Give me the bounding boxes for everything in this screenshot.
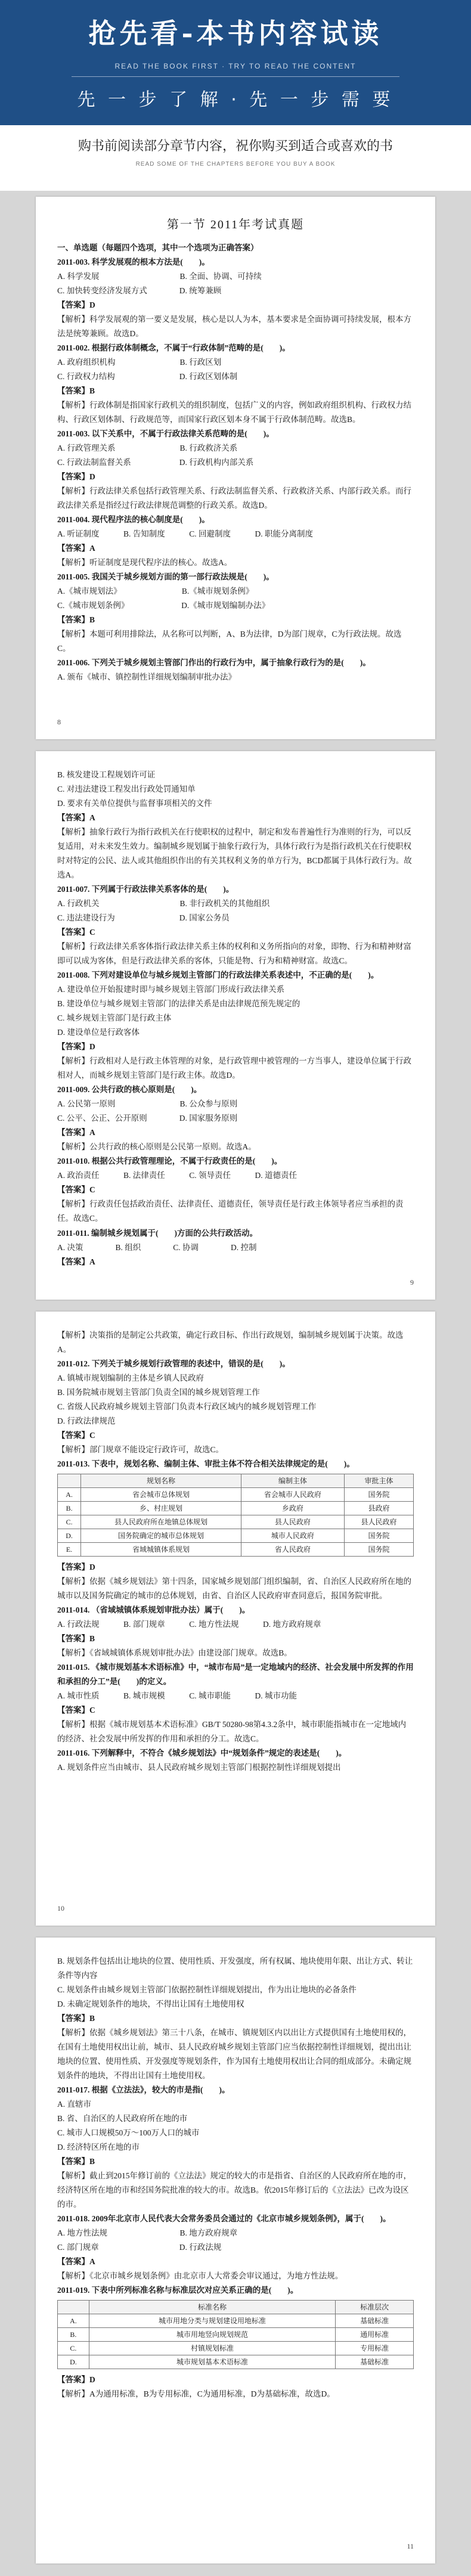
question-line: 2011-013. 下表中，规划名称、编制主体、审批主体不符合相关法律规定的是( )。 xyxy=(57,1459,355,1469)
explanation-line: 【解析】决策指的是制定公共政策，确定行政目标、作出行政规划，编制城乡规划属于决策。故选A。 xyxy=(57,1331,404,1354)
option-line: C. 城市人口规模50万～100万人口的城市 xyxy=(57,2128,200,2138)
page-title: 抢先看-本书内容试读 xyxy=(88,17,383,49)
table-header-cell: 标准名称 xyxy=(89,2301,335,2314)
answer-line: 【答案】B xyxy=(57,386,95,395)
table-cell: B. xyxy=(58,1502,81,1515)
option-line: A. 行政法规 B. 部门规章 C. 地方性法规 D. 地方政府规章 xyxy=(57,1620,321,1629)
table-cell: 国务院 xyxy=(344,1543,413,1557)
explanation-line: 【解析】依据《城乡规划法》第三十八条，在城市、镇规划区内以出让方式提供国有土地使用权的，在国有土地使用权出让前，城市、县人民政府城乡规划主管部门应当依据控制性详细规划，提出出让地块的位置、使用性质、开发强度等规划条件，作为国有土地使用权出让合同的组成部分。未确定规划条件的地块，不得出让国有土地使用权。 xyxy=(57,2028,411,2081)
question-line: 2011-018. 2009年北京市人民代表大会常务委员会通过的《北京市城乡规划条例》，属于( )。 xyxy=(57,2214,391,2224)
table-cell: 县人民政府 xyxy=(344,1515,413,1529)
option-line: A. 政府组织机构 B. 行政区划 xyxy=(57,357,222,367)
page-number: 8 xyxy=(57,717,61,726)
option-line: B. 建设单位与城乡规划主管部门的法律关系是由法律规范预先规定的 xyxy=(57,999,300,1009)
option-line: A. 公民第一原则 B. 公众参与原则 xyxy=(57,1099,238,1109)
table-cell: 村镇规划标准 xyxy=(89,2342,335,2355)
table-cell: 国务院 xyxy=(344,1488,413,1502)
table-row xyxy=(58,1515,414,1529)
question-line: 2011-003. 以下关系中，不属于行政法律关系范畴的是( )。 xyxy=(57,429,274,438)
question-line: 2011-010. 根据公共行政管理理论，不属于行政责任的是( )。 xyxy=(57,1157,283,1166)
book-page-4 xyxy=(36,1938,435,2563)
book-page-3 xyxy=(36,1312,435,1926)
option-line: A. 颁布《城市、镇控制性详细规划编制审批办法》 xyxy=(57,672,236,682)
answer-line: 【答案】D xyxy=(57,2375,95,2385)
option-line: A. 政治责任 B. 法律责任 C. 领导责任 D. 道德责任 xyxy=(57,1171,298,1180)
option-line: A. 地方性法规 B. 地方政府规章 xyxy=(57,2228,238,2238)
explanation-line: 【解析】截止到2015年修订前的《立法法》规定的较大的市是指省、自治区的人民政府所在地的市，经济特区所在地的市和经国务院批准的较大的市。故选B。依2015年修订后的《立法法》已改为设区的市。 xyxy=(57,2171,411,2209)
table-cell: C. xyxy=(58,2342,89,2355)
option-line: D. 要求有关单位提供与监督事项相关的文件 xyxy=(57,799,212,808)
option-line: A. 科学发展 B. 全面、协调、可持续 xyxy=(57,271,262,281)
table-row xyxy=(58,2355,414,2369)
answer-line: 【答案】C xyxy=(57,928,95,937)
answer-line: 【答案】C xyxy=(57,1431,95,1440)
answer-line: 【答案】D xyxy=(57,472,95,481)
header-banner xyxy=(0,0,471,125)
answer-line: 【答案】A xyxy=(57,2257,95,2267)
explanation-line: 【解析】依据《城乡规划法》第十四条，国家城乡规划部门组织编制，省、自治区人民政府所在地的城市以及国务院确定的城市的总体规划，由省、自治区人民政府审查同意后，报国务院审批。 xyxy=(57,1577,411,1601)
table-cell: 城市人民政府 xyxy=(241,1529,344,1543)
question-line: 2011-016. 下列解释中，不符合《城乡规划法》中“规划条件”规定的表述是( )。 xyxy=(57,1749,347,1758)
page-number: 10 xyxy=(57,1904,64,1912)
option-line: D. 建设单位是行政客体 xyxy=(57,1028,140,1037)
table-cell: 基础标准 xyxy=(336,2355,414,2369)
table-header-cell: 编制主体 xyxy=(241,1474,344,1488)
answer-line: 【答案】A xyxy=(57,1128,95,1137)
rules-table xyxy=(57,2300,414,2369)
question-line: 2011-006. 下列关于城乡规划主管部门作出的行政行为中，属于抽象行政行为的是( )。 xyxy=(57,658,371,668)
explanation-line: 【解析】根据《城市规划基本术语标准》GB/T 50280-98第4.3.2条中，城市职能指城市在一定地域内的经济、社会发展中所发挥的作用和承担的分工。故选C。 xyxy=(57,1720,407,1744)
option-line: C. 行政权力结构 D. 行政区划体制 xyxy=(57,371,238,381)
table-cell: 通用标准 xyxy=(336,2328,414,2342)
option-line: B. 规划条件包括出让地块的位置、使用性质、开发强度，所有权属、地块使用年限、出让方式、转让条件等内容 xyxy=(57,1957,413,1980)
answer-line: 【答案】B xyxy=(57,615,95,624)
header-slogan: 先 一 步 了 解 · 先 一 步 需 要 xyxy=(77,89,394,110)
answer-line: 【答案】A xyxy=(57,543,95,553)
book-page-1 xyxy=(36,197,435,739)
table-cell: 省域城镇体系规划 xyxy=(81,1543,241,1557)
intro-text: 购书前阅读部分章节内容，祝你购买到适合或喜欢的书 xyxy=(78,139,393,154)
table-cell: 乡、村庄规划 xyxy=(81,1502,241,1515)
table-row xyxy=(58,2342,414,2355)
option-line: A. 听证制度 B. 告知制度 C. 回避制度 D. 职能分离制度 xyxy=(57,529,314,538)
table-cell: 基础标准 xyxy=(336,2314,414,2328)
explanation-line: 【解析】抽象行政行为指行政机关在行使职权的过程中，制定和发布普遍性行为准则的行为，可以反复适用，对未来发生效力。编制城乡规划属于抽象行政行为，具体行政行为是指行政机关在行使职权时对特定的公民、法人或其他组织作出的有关其权利义务的单方行为，BCD都属于具体行政行为。故选A。 xyxy=(57,827,412,880)
question-line: 2011-003. 科学发展观的根本方法是( )。 xyxy=(57,257,210,266)
table-cell: 国务院 xyxy=(344,1529,413,1543)
table-cell: 城市规划基本术语标准 xyxy=(89,2355,335,2369)
option-line: A. 行政机关 B. 非行政机关的其他组织 xyxy=(57,899,270,909)
explanation-line: 【解析】听证制度是现代程序法的核心。故选A。 xyxy=(57,557,233,567)
answer-line: 【答案】B xyxy=(57,2157,95,2166)
explanation-line: 【解析】行政法律关系包括行政管理关系、行政法制监督关系、行政救济关系、内部行政关系。而行政法律关系是指经过行政法律规范调整的行政关系。故选D。 xyxy=(57,486,411,510)
table-cell: 省会城市人民政府 xyxy=(241,1488,344,1502)
answer-line: 【答案】D xyxy=(57,1563,95,1572)
explanation-line: 【解析】行政法律关系客体指行政法律关系主体的权利和义务所指向的对象，即物、行为和精神财富即可以成为客体，但是行政法律关系的客体，只能是物、行为和精神财富。故选C。 xyxy=(57,942,411,966)
question-line: 2011-012. 下列关于城乡规划行政管理的表述中，错误的是( )。 xyxy=(57,1359,290,1369)
option-line: A. 直辖市 xyxy=(57,2100,91,2109)
table-header-cell xyxy=(58,1474,81,1488)
table-row xyxy=(58,2314,414,2328)
table-row xyxy=(58,1529,414,1543)
question-line: 2011-009. 公共行政的核心原则是( )。 xyxy=(57,1085,202,1095)
option-line: C. 公平、公正、公开原则 D. 国家服务原则 xyxy=(57,1114,238,1123)
explanation-line: 【解析】A为通用标准，B为专用标准，C为通用标准，D为基础标准，故选D。 xyxy=(57,2389,335,2399)
option-line: C.《城市规划条例》 D.《城市规划编制办法》 xyxy=(57,600,270,610)
book-page-2 xyxy=(36,751,435,1300)
table-cell: 专用标准 xyxy=(336,2342,414,2355)
option-line: D. 未确定规划条件的地块，不得出让国有土地使用权 xyxy=(57,2000,244,2009)
question-line: 一、单选题（每题四个选项，其中一个选项为正确答案） xyxy=(57,243,259,252)
table-cell: A. xyxy=(58,1488,81,1502)
question-line: 2011-004. 现代程序法的核心制度是( )。 xyxy=(57,514,210,524)
explanation-line: 【解析】科学发展观的第一要义是发展，核心是以人为本，基本要求是全面协调可持续发展，根本方法是统筹兼顾。故选D。 xyxy=(57,314,411,338)
table-cell: A. xyxy=(58,2314,89,2328)
option-line: D. 经济特区所在地的市 xyxy=(57,2143,140,2152)
answer-line: 【答案】B xyxy=(57,1634,95,1644)
option-line: C. 规划条件由城乡规划主管部门依据控制性详细规划提出，作为出让地块的必备条件 xyxy=(57,1985,357,1995)
table-header-cell: 审批主体 xyxy=(344,1474,413,1488)
option-line: C. 对违法建设工程发出行政处罚通知单 xyxy=(57,785,196,794)
page-number: 9 xyxy=(410,1278,414,1287)
table-cell: B. xyxy=(58,2328,89,2342)
table-header-cell xyxy=(58,2301,89,2314)
table-header-cell: 标准层次 xyxy=(336,2301,414,2314)
answer-line: 【答案】B xyxy=(57,2014,95,2023)
section-title: 第一节 2011年考试真题 xyxy=(166,218,305,231)
explanation-line: 【解析】本题可利用排除法，从名称可以判断，A、B为法律，D为部门规章，C为行政法规。故选C。 xyxy=(57,630,402,653)
table-cell: D. xyxy=(58,1529,81,1543)
table-cell: 省会城市总体规划 xyxy=(81,1488,241,1502)
option-line: B. 省、自治区的人民政府所在地的市 xyxy=(57,2114,188,2124)
explanation-line: 【解析】行政责任包括政治责任、法律责任、道德责任，领导责任是行政主体领导者应当承担的责任。故选C。 xyxy=(57,1199,404,1223)
table-cell: 城市用地竖向规划规范 xyxy=(89,2328,335,2342)
explanation-line: 【解析】行政相对人是行政主体管理的对象，是行政管理中被管理的一方当事人，建设单位属于行政相对人，而城乡规划主管部门是行政主体。故选D。 xyxy=(57,1056,411,1080)
table-cell: 城市用地分类与规划建设用地标准 xyxy=(89,2314,335,2328)
answer-line: 【答案】C xyxy=(57,1185,95,1195)
question-line: 2011-005. 我国关于城乡规划方面的第一部行政法规是( )。 xyxy=(57,572,274,581)
explanation-line: 【解析】《北京市城乡规划条例》由北京市人大常委会审议通过，为地方性法规。 xyxy=(57,2271,343,2281)
question-line: 2011-007. 下列属于行政法律关系客体的是( )。 xyxy=(57,885,234,894)
table-cell: 县人民政府 xyxy=(241,1515,344,1529)
table-cell: 国务院确定的城市总体规划 xyxy=(81,1529,241,1543)
option-line: A. 城市性质 B. 城市规模 C. 城市职能 D. 城市功能 xyxy=(57,1691,298,1701)
option-line: A. 规划条件应当由城市、县人民政府城乡规划主管部门根据控制性详细规划提出 xyxy=(57,1763,341,1772)
option-line: B. 国务院城市规划主管部门负责全国的城乡规划管理工作 xyxy=(57,1388,260,1397)
table-row xyxy=(58,1502,414,1515)
intro-english-text: READ SOME OF THE CHAPTERS BEFORE YOU BUY A BOOK xyxy=(135,161,336,168)
page-number: 11 xyxy=(407,2541,414,2550)
option-line: C. 部门规章 D. 行政法规 xyxy=(57,2243,222,2252)
answer-line: 【答案】A xyxy=(57,813,95,823)
question-line: 2011-014. （省域城镇体系规划审批办法）属于( )。 xyxy=(57,1605,250,1615)
header-divider xyxy=(72,76,399,77)
option-line: C. 城乡规划主管部门是行政主体 xyxy=(57,1013,172,1023)
option-line: B. 核发建设工程规划许可证 xyxy=(57,770,156,779)
option-line: C. 违法建设行为 D. 国家公务员 xyxy=(57,913,230,923)
question-line: 2011-008. 下列对建设单位与城乡规划主管部门的行政法律关系表述中，不正确的是( )。 xyxy=(57,971,379,980)
answer-line: 【答案】D xyxy=(57,1042,95,1052)
option-line: A. 决策 B. 组织 C. 协调 D. 控制 xyxy=(57,1242,257,1252)
option-line: A. 建设单位开始报建时即与城乡规划主管部门形成行政法律关系 xyxy=(57,985,284,994)
intro-section xyxy=(0,125,471,191)
question-line: 2011-019. 下表中所列标准名称与标准层次对应关系正确的是( )。 xyxy=(57,2286,299,2295)
option-line: C. 行政法制监督关系 D. 行政机构内部关系 xyxy=(57,457,254,467)
table-cell: D. xyxy=(58,2355,89,2369)
answer-line: 【答案】A xyxy=(57,1257,95,1266)
rules-table xyxy=(57,1474,414,1557)
option-line: A. 镇城市规划编制的主体是乡镇人民政府 xyxy=(57,1374,204,1383)
option-line: C. 加快转变经济发展方式 D. 统筹兼顾 xyxy=(57,286,222,295)
explanation-line: 【解析】部门规章不能设定行政许可，故选C。 xyxy=(57,1445,224,1455)
question-line: 2011-002. 根据行政体制概念，不属于“行政体制”范畴的是( )。 xyxy=(57,343,290,352)
option-line: A. 行政管理关系 B. 行政救济关系 xyxy=(57,443,238,452)
option-line: A.《城市规划法》 B.《城市规划条例》 xyxy=(57,586,254,596)
table-cell: 乡政府 xyxy=(241,1502,344,1515)
table-cell: 县政府 xyxy=(344,1502,413,1515)
question-line: 2011-011. 编制城乡规划属于( )方面的公共行政活动。 xyxy=(57,1228,258,1238)
table-cell: C. xyxy=(58,1515,81,1529)
option-line: C. 省级人民政府城乡规划主管部门负责本行政区域内的城乡规划管理工作 xyxy=(57,1402,317,1412)
explanation-line: 【解析】《省域城镇体系规划审批办法》由建设部门规章。故选B。 xyxy=(57,1648,292,1658)
question-line: 2011-017. 根据《立法法》，较大的市是指( )。 xyxy=(57,2085,230,2095)
table-cell: E. xyxy=(58,1543,81,1557)
answer-line: 【答案】D xyxy=(57,300,95,309)
explanation-line: 【解析】公共行政的核心原则是公民第一原则。故选A。 xyxy=(57,1142,256,1152)
table-cell: 县人民政府所在地镇总体规划 xyxy=(81,1515,241,1529)
table-cell: 省人民政府 xyxy=(241,1543,344,1557)
header-subtitle: READ THE BOOK FIRST · TRY TO READ THE CONTENT xyxy=(114,62,357,70)
option-line: D. 行政法律规范 xyxy=(57,1416,116,1426)
answer-line: 【答案】C xyxy=(57,1706,95,1715)
table-row xyxy=(58,1488,414,1502)
table-row xyxy=(58,1543,414,1557)
table-header-cell: 规划名称 xyxy=(81,1474,241,1488)
explanation-line: 【解析】行政体制是指国家行政机关的组织制度，包括广义的内容，例如政府组织机构、行政权力结构、行政区划体制、行政规范等，而国家行政区划本身不属于行政体制范畴。故选B。 xyxy=(57,400,411,424)
table-row xyxy=(58,2328,414,2342)
question-line: 2011-015. 《城市规划基本术语标准》中，“城市布局”是一定地域内的经济、社会发展中所发挥的作用和承担的分工”是( )的定义。 xyxy=(57,1663,414,1687)
